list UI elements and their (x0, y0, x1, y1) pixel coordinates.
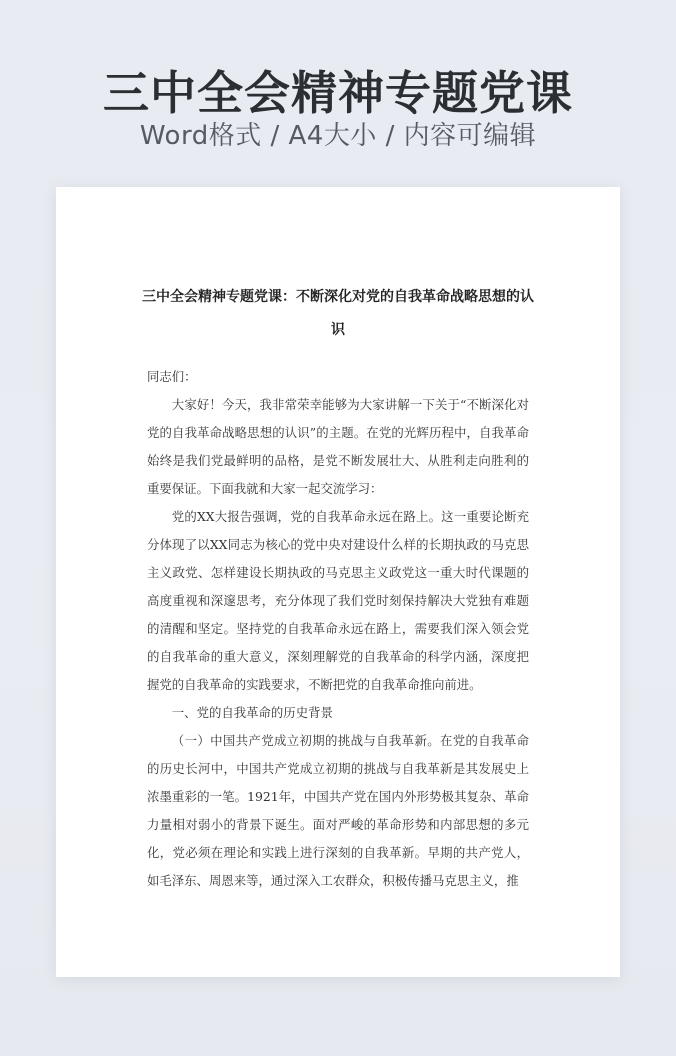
document-title: 三中全会精神专题党课：不断深化对党的自我革命战略思想的认识 (142, 289, 534, 338)
paragraph-report: 党的XX大报告强调，党的自我革命永远在路上。这一重要论断充分体现了以XX同志为核心的党中央对建设什么样的长期执政的马克思主义政党、怎样建设长期执政的马克思主义政党这一重大时代课题的高度重视和深邃思考，充分体现了我们党时刻保持解决大党独有难题的清醒和坚定。坚持党的自我革命永远在路上，需要我们深入领会党的自我革命的重大意义，深刻理解党的自我革命的科学内涵，深度把握党的自我革命的实践要求，不断把党的自我革命推向前进。 (147, 509, 529, 692)
section-heading-1: 一、党的自我革命的历史背景 (171, 705, 333, 720)
document-page (56, 187, 620, 977)
hero-title: 三中全会精神专题党课 (103, 66, 573, 120)
paragraph-intro: 大家好！今天，我非常荣幸能够为大家讲解一下关于“不断深化对党的自我革命战略思想的认识”的主题。在党的光辉历程中，自我革命始终是我们党最鲜明的品格，是党不断发展壮大、从胜利走向胜利的重要保证。下面我就和大家一起交流学习： (147, 397, 529, 496)
hero-subtitle: Word格式 / A4大小 / 内容可编辑 (139, 121, 537, 151)
paragraph-history: （一）中国共产党成立初期的挑战与自我革新。在党的自我革命的历史长河中，中国共产党成立初期的挑战与自我革新是其发展史上浓墨重彩的一笔。1921年，中国共产党在国内外形势极其复杂、革命力量相对弱小的背景下诞生。面对严峻的革命形势和内部思想的多元化，党必须在理论和实践上进行深刻的自我革新。早期的共产党人，如毛泽东、周恩来等，通过深入工农群众，积极传播马克思主义，推 (147, 733, 529, 888)
salutation: 同志们： (147, 369, 197, 384)
document-body (147, 363, 529, 895)
